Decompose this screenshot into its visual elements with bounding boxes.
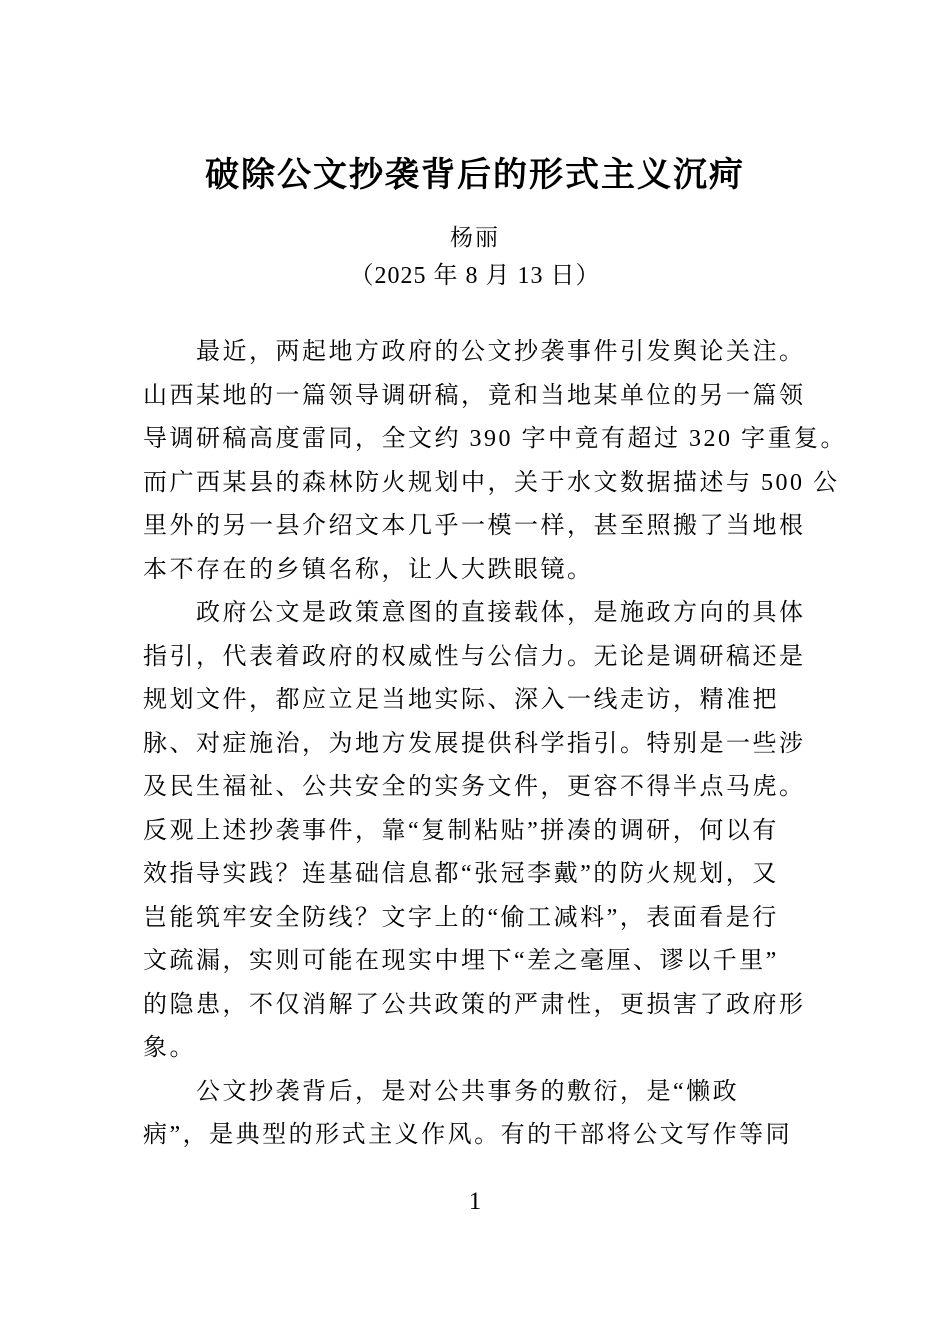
document-title: 破除公文抄袭背后的形式主义沉疴 xyxy=(205,157,745,194)
text-line: 及民生福祉、公共安全的实务文件，更容不得半点马虎。 xyxy=(143,774,806,800)
text-line: 指引，代表着政府的权威性与公信力。无论是调研稿还是 xyxy=(143,643,806,670)
text-line: 导调研稿高度雷同，全文约 390 字中竟有超过 320 字重复。 xyxy=(143,426,847,452)
text-line: 最近，两起地方政府的公文抄袭事件引发舆论关注。 xyxy=(196,339,806,365)
text-line: 规划文件，都应立足当地实际、深入一线走访，精准把 xyxy=(143,687,779,713)
publish-date: （2025 年 8 月 13 日） xyxy=(349,263,601,289)
text-line: 本不存在的乡镇名称，让人大跌眼镜。 xyxy=(143,556,594,583)
text-line: 公文抄袭背后，是对公共事务的敷衍，是“懒政 xyxy=(196,1078,740,1105)
text-line: 政府公文是政策意图的直接载体，是施政方向的具体 xyxy=(196,600,806,626)
text-line: 文疏漏，实则可能在现实中埋下“差之毫厘、谬以千里” xyxy=(143,948,779,974)
text-line: 反观上述抄袭事件，靠“复制粘贴”拼凑的调研，何以有 xyxy=(143,817,779,844)
text-line: 脉、对症施治，为地方发展提供科学指引。特别是一些涉 xyxy=(143,730,806,757)
text-line: 的隐患，不仅消解了公共政策的严肃性，更损害了政府形 xyxy=(143,991,806,1018)
text-line: 山西某地的一篇领导调研稿，竟和当地某单位的另一篇领 xyxy=(143,382,806,409)
author-name: 杨丽 xyxy=(450,225,500,250)
text-line: 里外的另一县介绍文本几乎一模一样，甚至照搬了当地根 xyxy=(143,513,806,539)
document-body xyxy=(143,331,847,1158)
text-line: 效指导实践？连基础信息都“张冠李戴”的防火规划，又 xyxy=(143,861,779,887)
text-line: 象。 xyxy=(143,1035,196,1061)
page-number: 1 xyxy=(468,1188,482,1215)
text-line: 病”，是典型的形式主义作风。有的干部将公文写作等同 xyxy=(143,1122,793,1148)
paragraph-2 xyxy=(143,592,823,1071)
paragraph-1 xyxy=(143,331,847,592)
text-line: 岂能筑牢安全防线？文字上的“偷工减料”，表面看是行 xyxy=(143,904,779,931)
text-line: 而广西某县的森林防火规划中，关于水文数据描述与 500 公 xyxy=(143,469,840,496)
paragraph-3 xyxy=(143,1071,823,1158)
